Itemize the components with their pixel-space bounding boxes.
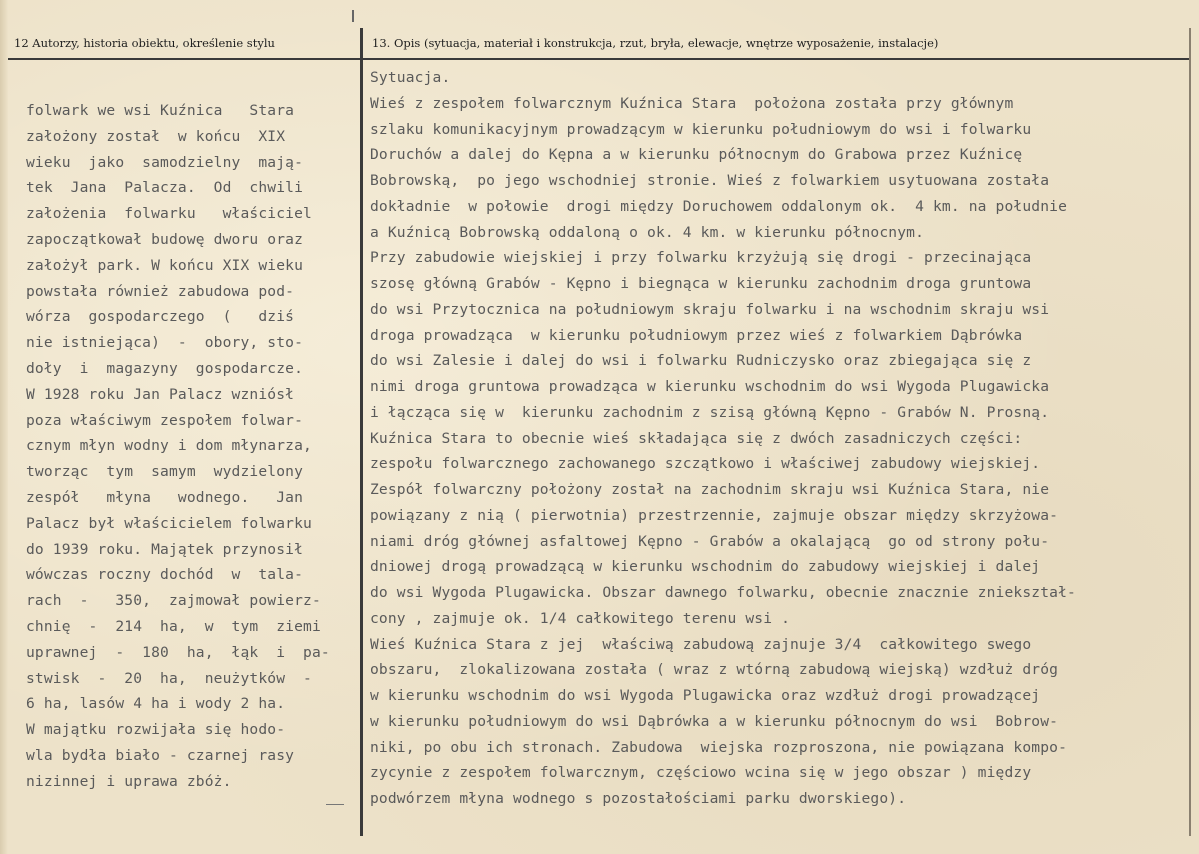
end-dash bbox=[326, 804, 344, 805]
description-text-line: szosę główną Grabów - Kępno i biegnąca w kierunku zachodnim droga gruntowa bbox=[370, 275, 1032, 292]
history-text-line: Palacz był właścicielem folwarku bbox=[26, 514, 312, 532]
description-text-line: w kierunku południowym do wsi Dąbrówka a w kierunku północnym do wsi Bobrow- bbox=[370, 712, 1059, 730]
description-text-line: i łącząca się w kierunku zachodnim z szisą główną Kępno - Grabów N. Prosną. bbox=[370, 403, 1050, 421]
history-text-line: wla bydła biało - czarnej rasy bbox=[26, 746, 295, 764]
description-text-line: Przy zabudowie wiejskiej i przy folwarku krzyżują się drogi - przecinająca bbox=[370, 249, 1032, 267]
history-text-line: wówczas roczny dochód w tala- bbox=[26, 566, 304, 584]
description-text-line: droga prowadząca w kierunku południowym przez wieś z folwarkiem Dąbrówka bbox=[370, 326, 1023, 344]
history-text-line: tworząc tym samym wydzielony bbox=[26, 463, 304, 481]
history-text-line: tek Jana Palacza. Od chwili bbox=[26, 179, 304, 197]
history-text-line: wórza gospodarczego ( dziś bbox=[26, 308, 295, 326]
description-text-line: powiązany z nią ( pierwotnia) przestrzennie, zajmuje obszar między skrzyżowa- bbox=[370, 506, 1059, 524]
description-text-line: a Kuźnicą Bobrowską oddaloną o ok. 4 km. w kierunku północnym. bbox=[370, 223, 925, 241]
description-text-line: do wsi Wygoda Plugawicka. Obszar dawnego folwarku, obecnie znacznie zniekształ- bbox=[370, 584, 1076, 601]
history-text-line: do 1939 roku. Majątek przynosił bbox=[26, 540, 304, 558]
description-text-line: Bobrowską, po jego wschodniej stronie. Wieś z folwarkiem usytuowana została bbox=[370, 172, 1050, 189]
history-text-line: nizinnej i uprawa zbóż. bbox=[26, 772, 232, 790]
description-text-line: zespołu folwarcznego zachowanego szczątkowo i właściwej zabudowy wiejskiej. bbox=[370, 455, 1041, 473]
description-text-line: w kierunku wschodnim do wsi Wygoda Plugawicka oraz wzdłuż drogi prowadzącej bbox=[370, 687, 1041, 704]
description-text-line: niami dróg głównej asfaltowej Kępno - Grabów a okalającą go od strony połu- bbox=[370, 532, 1050, 550]
history-text-line: folwark we wsi Kuźnica Stara bbox=[26, 102, 295, 119]
description-text-line: Zespół folwarczny położony został na zachodnim skraju wsi Kuźnica Stara, nie bbox=[370, 481, 1050, 498]
history-text-line: zespół młyna wodnego. Jan bbox=[26, 488, 304, 506]
description-text-line: Doruchów a dalej do Kępna a w kierunku północnym do Grabowa przez Kuźnicę bbox=[370, 146, 1023, 164]
description-text-line: dniowej drogą prowadzącą w kierunku wschodnim do zabudowy wiejskiej i dalej bbox=[370, 558, 1041, 576]
history-text-column bbox=[26, 98, 330, 795]
header-rule-right bbox=[363, 58, 1189, 60]
history-text-line: rach - 350, zajmował powierz- bbox=[26, 592, 321, 610]
top-tick-mark bbox=[352, 10, 354, 22]
history-text-line: uprawnej - 180 ha, łąk i pa- bbox=[26, 643, 330, 661]
section-12-header: 12 Autorzy, historia obiektu, określenie stylu bbox=[14, 36, 275, 50]
description-text-line: do wsi Przytocznica na południowym skraju folwarku i na wschodnim skraju wsi bbox=[370, 300, 1050, 318]
history-text-line: założenia folwarku właściciel bbox=[26, 205, 312, 223]
history-text-line: powstała również zabudowa pod- bbox=[26, 282, 295, 300]
description-text-line: Kuźnica Stara to obecnie wieś składająca się z dwóch zasadniczych części: bbox=[370, 429, 1023, 447]
description-text-line: zycynie z zespołem folwarcznym, częściowo wcina się w jego obszar ) między bbox=[370, 764, 1032, 782]
description-text-line: obszaru, zlokalizowana została ( wraz z wtórną zabudową wiejską) wzdłuż dróg bbox=[370, 661, 1059, 679]
history-text-line: wieku jako samodzielny mają- bbox=[26, 153, 304, 171]
description-text-line: szlaku komunikacyjnym prowadzącym w kierunku południowym do wsi i folwarku bbox=[370, 120, 1032, 138]
description-text-line: cony , zajmuje ok. 1/4 całkowitego terenu wsi . bbox=[370, 609, 791, 627]
history-text-line: 6 ha, lasów 4 ha i wody 2 ha. bbox=[26, 695, 286, 713]
sheet-right-border bbox=[1189, 28, 1191, 836]
description-text-line: do wsi Zalesie i dalej do wsi i folwarku Rudniczysko oraz zbiegająca się z bbox=[370, 352, 1032, 370]
description-text-line: Sytuacja. bbox=[370, 69, 451, 86]
history-text-line: stwisk - 20 ha, neużytków - bbox=[26, 669, 312, 687]
description-text-line: Wieś Kuźnica Stara z jej właściwą zabudową zajnuje 3/4 całkowitego swego bbox=[370, 635, 1032, 653]
history-text-line: założony został w końcu XIX bbox=[26, 127, 286, 145]
history-text-line: założył park. W końcu XIX wieku bbox=[26, 256, 304, 274]
history-text-line: nie istniejąca) - obory, sto- bbox=[26, 334, 304, 352]
history-text-line: chnię - 214 ha, w tym ziemi bbox=[26, 617, 321, 635]
description-text-column bbox=[370, 65, 1076, 812]
description-text-line: niki, po obu ich stronach. Zabudowa wiejska rozproszona, nie powiązana kompo- bbox=[370, 738, 1068, 756]
history-text-line: doły i magazyny gospodarcze. bbox=[26, 359, 304, 377]
history-text-line: W majątku rozwijała się hodo- bbox=[26, 721, 286, 739]
header-rule-left bbox=[8, 58, 360, 60]
history-text-line: zapoczątkował budowę dworu oraz bbox=[26, 230, 304, 248]
column-divider bbox=[360, 28, 363, 836]
sheet-left-edge bbox=[0, 0, 8, 854]
history-text-line: W 1928 roku Jan Palacz wzniósł bbox=[26, 385, 295, 403]
description-text-line: Wieś z zespołem folwarcznym Kuźnica Stara położona została przy głównym bbox=[370, 94, 1014, 112]
description-text-line: nimi droga gruntowa prowadząca w kierunku wschodnim do wsi Wygoda Plugawicka bbox=[370, 378, 1050, 395]
history-text-line: cznym młyn wodny i dom młynarza, bbox=[26, 437, 312, 455]
description-text-line: podwórzem młyna wodnego s pozostałościami parku dworskiego). bbox=[370, 790, 907, 807]
description-text-line: dokładnie w połowie drogi między Doruchowem oddalonym ok. 4 km. na południe bbox=[370, 197, 1068, 215]
history-text-line: poza właściwym zespołem folwar- bbox=[26, 411, 304, 429]
section-13-header: 13. Opis (sytuacja, materiał i konstrukcja, rzut, bryła, elewacje, wnętrze wyposażenie, instalacje) bbox=[372, 36, 939, 50]
